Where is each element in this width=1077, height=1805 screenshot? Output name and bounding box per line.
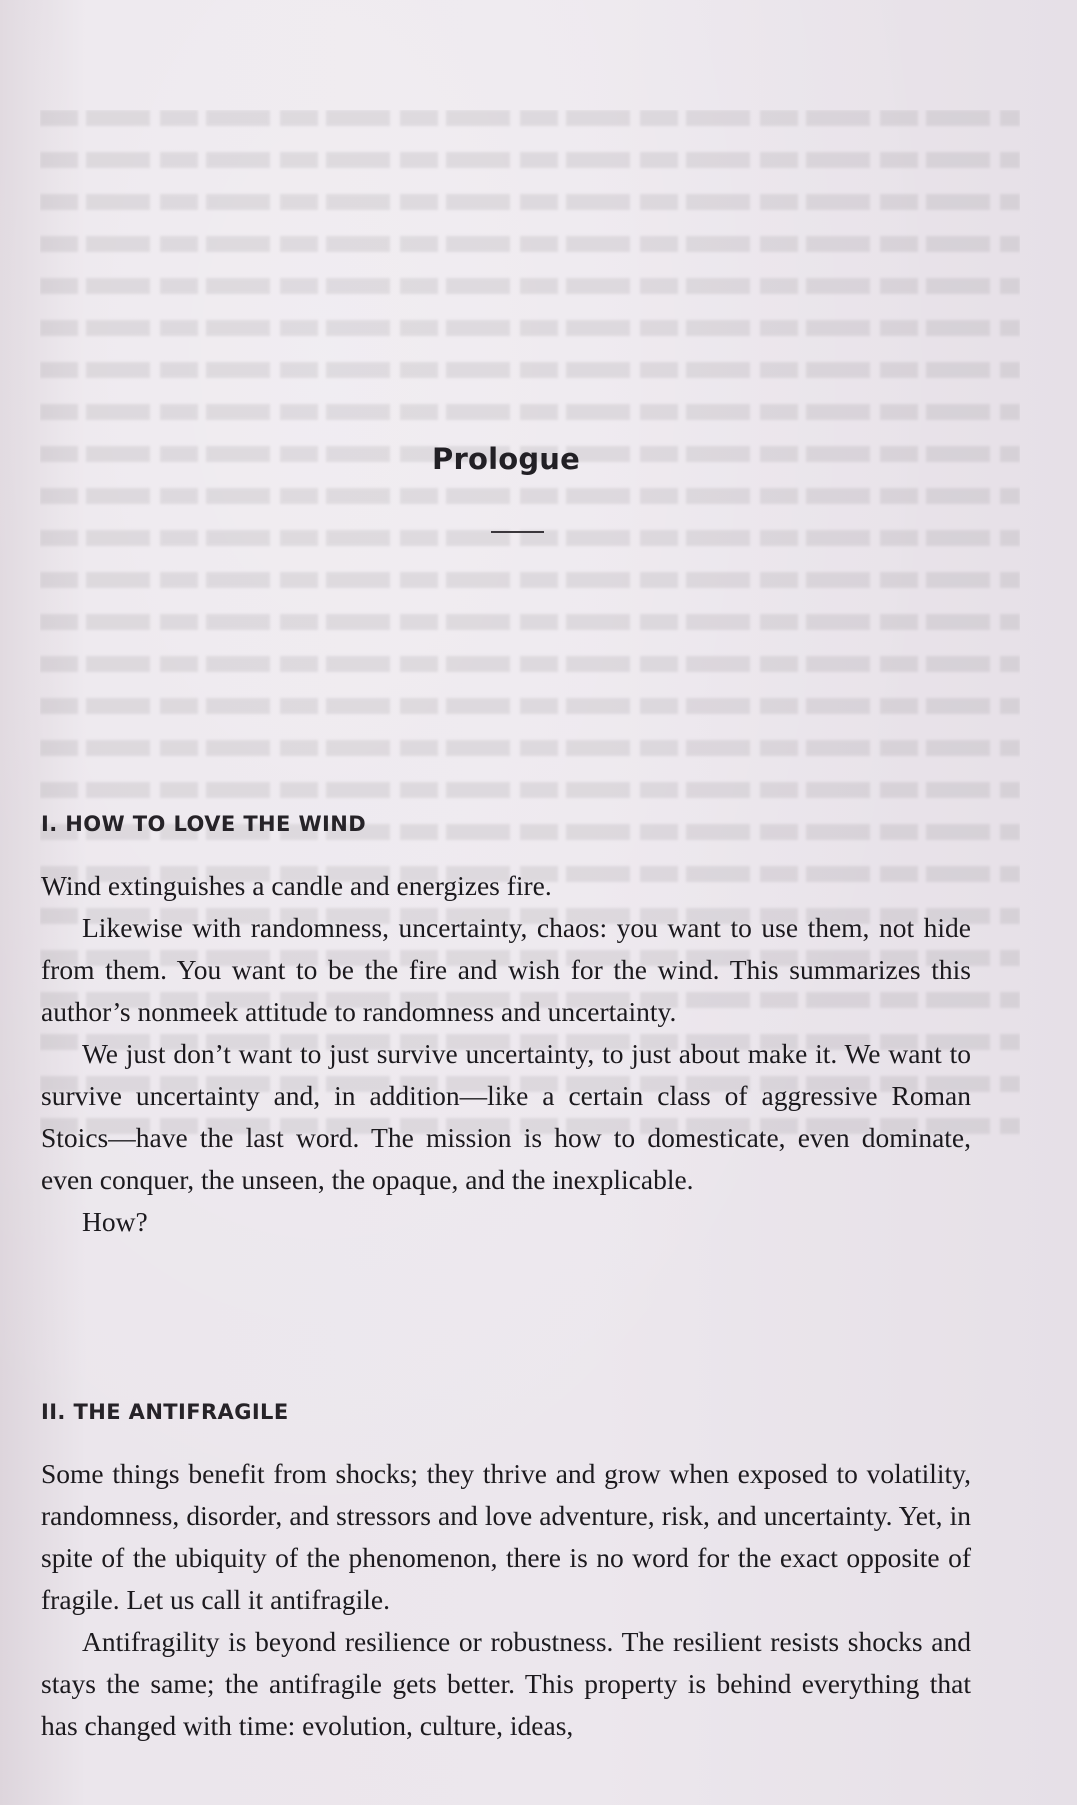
title-divider [491, 531, 544, 533]
section-2-body [41, 1453, 971, 1747]
paragraph: We just don’t want to just survive uncertainty, to just about make it. We want to survive uncertainty and, in addition—like a certain class of aggressive Roman Stoics—have the last word. The mission is how to domesticate, even dominate, even conquer, the unseen, the opaque, and the inexplicable. [41, 1038, 971, 1195]
paragraph: How? [82, 1206, 148, 1237]
paragraph: Wind extinguishes a candle and energizes fire. [41, 870, 552, 901]
paragraph: Antifragility is beyond resilience or robustness. The resilient resists shocks and stays the same; the antifragile gets better. This property is behind everything that has changed with time: evolution, culture, ideas, [41, 1626, 971, 1741]
chapter-title: Prologue [431, 442, 581, 476]
paragraph: Likewise with randomness, uncertainty, chaos: you want to use them, not hide from them. You want to be the fire and wish for the wind. This summarizes this author’s nonmeek attitude to randomness and uncertainty. [41, 912, 971, 1027]
section-heading-1: I. HOW TO LOVE THE WIND [41, 812, 367, 836]
section-heading-2: II. THE ANTIFRAGILE [41, 1400, 289, 1424]
section-1-body [41, 865, 971, 1243]
paragraph: Some things benefit from shocks; they thrive and grow when exposed to volatility, randomness, disorder, and stressors and love adventure, risk, and uncertainty. Yet, in spite of the ubiquity of the phenomenon, there is no word for the exact opposite of fragile. Let us call it antifragile. [41, 1458, 971, 1615]
